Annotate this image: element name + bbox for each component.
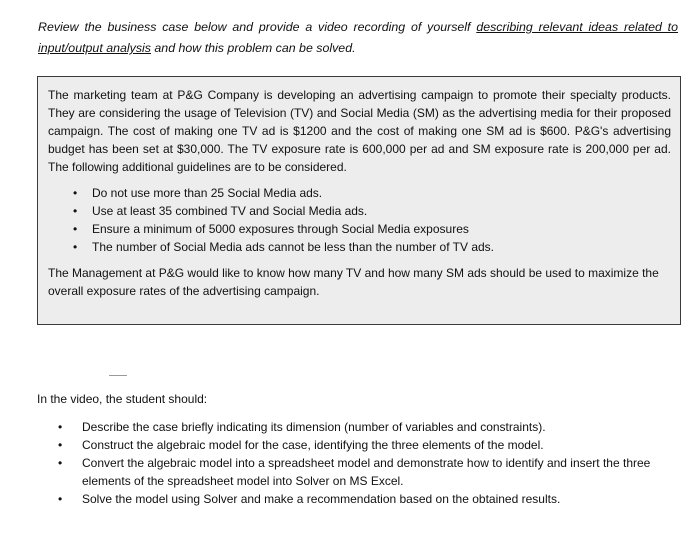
management-question: The Management at P&G would like to know how many TV and how many SM ads should be used to maximize the overall exposure rates of the advertising campaign. xyxy=(48,266,659,298)
student-requirements-heading: In the video, the student should: xyxy=(37,392,208,406)
guideline-text: Do not use more than 25 Social Media ads. xyxy=(92,186,323,200)
bullet-icon: • xyxy=(58,456,63,470)
instructions-text-end: and how this problem can be solved. xyxy=(150,41,356,55)
bullet-icon: • xyxy=(73,186,78,200)
instructions-underlined-text: describing relevant ideas related to input/output analysis xyxy=(38,20,679,55)
requirement-item xyxy=(58,454,680,490)
assignment-instructions xyxy=(38,17,678,59)
requirement-item xyxy=(58,418,680,436)
requirement-item xyxy=(58,490,680,508)
bullet-icon: • xyxy=(58,492,63,506)
requirement-text: Convert the algebraic model into a spreadsheet model and demonstrate how to identify and insert the three elements of the spreadsheet model into Solver on MS Excel. xyxy=(82,456,651,488)
instructions-text-start: Review the business case below and provide a video recording of yourself xyxy=(38,20,477,34)
guidelines-list xyxy=(48,184,671,256)
guideline-text: Use at least 35 combined TV and Social Media ads. xyxy=(92,204,368,218)
guideline-item xyxy=(73,220,671,238)
requirement-text: Describe the case briefly indicating its dimension (number of variables and constraints). xyxy=(82,420,546,434)
business-case-box xyxy=(37,76,681,325)
guideline-item xyxy=(73,202,671,220)
bullet-icon: • xyxy=(58,420,63,434)
guideline-item xyxy=(73,238,671,256)
bullet-icon: • xyxy=(73,222,78,236)
guideline-text: Ensure a minimum of 5000 exposures through Social Media exposures xyxy=(92,222,469,236)
requirement-text: Construct the algebraic model for the case, identifying the three elements of the model. xyxy=(82,438,544,452)
requirement-text: Solve the model using Solver and make a recommendation based on the obtained results. xyxy=(82,492,561,506)
bullet-icon: • xyxy=(73,240,78,254)
faint-divider-mark xyxy=(109,375,127,376)
guideline-item xyxy=(73,184,671,202)
student-requirements-list xyxy=(58,418,680,508)
bullet-icon: • xyxy=(58,438,63,452)
guideline-text: The number of Social Media ads cannot be less than the number of TV ads. xyxy=(92,240,495,254)
case-description: The marketing team at P&G Company is developing an advertising campaign to promote their specialty products. They are considering the usage of Television (TV) and Social Media (SM) as the advertising media for their proposed campaign. The cost of making one TV ad is $1200 and the cost of making one SM ad is $600. P&G's advertising budget has been set at $30,000. The TV exposure rate is 600,000 per ad and SM exposure rate is 200,000 per ad. The following additional guidelines are to be considered. xyxy=(48,88,671,174)
bullet-icon: • xyxy=(73,204,78,218)
requirement-item xyxy=(58,436,680,454)
